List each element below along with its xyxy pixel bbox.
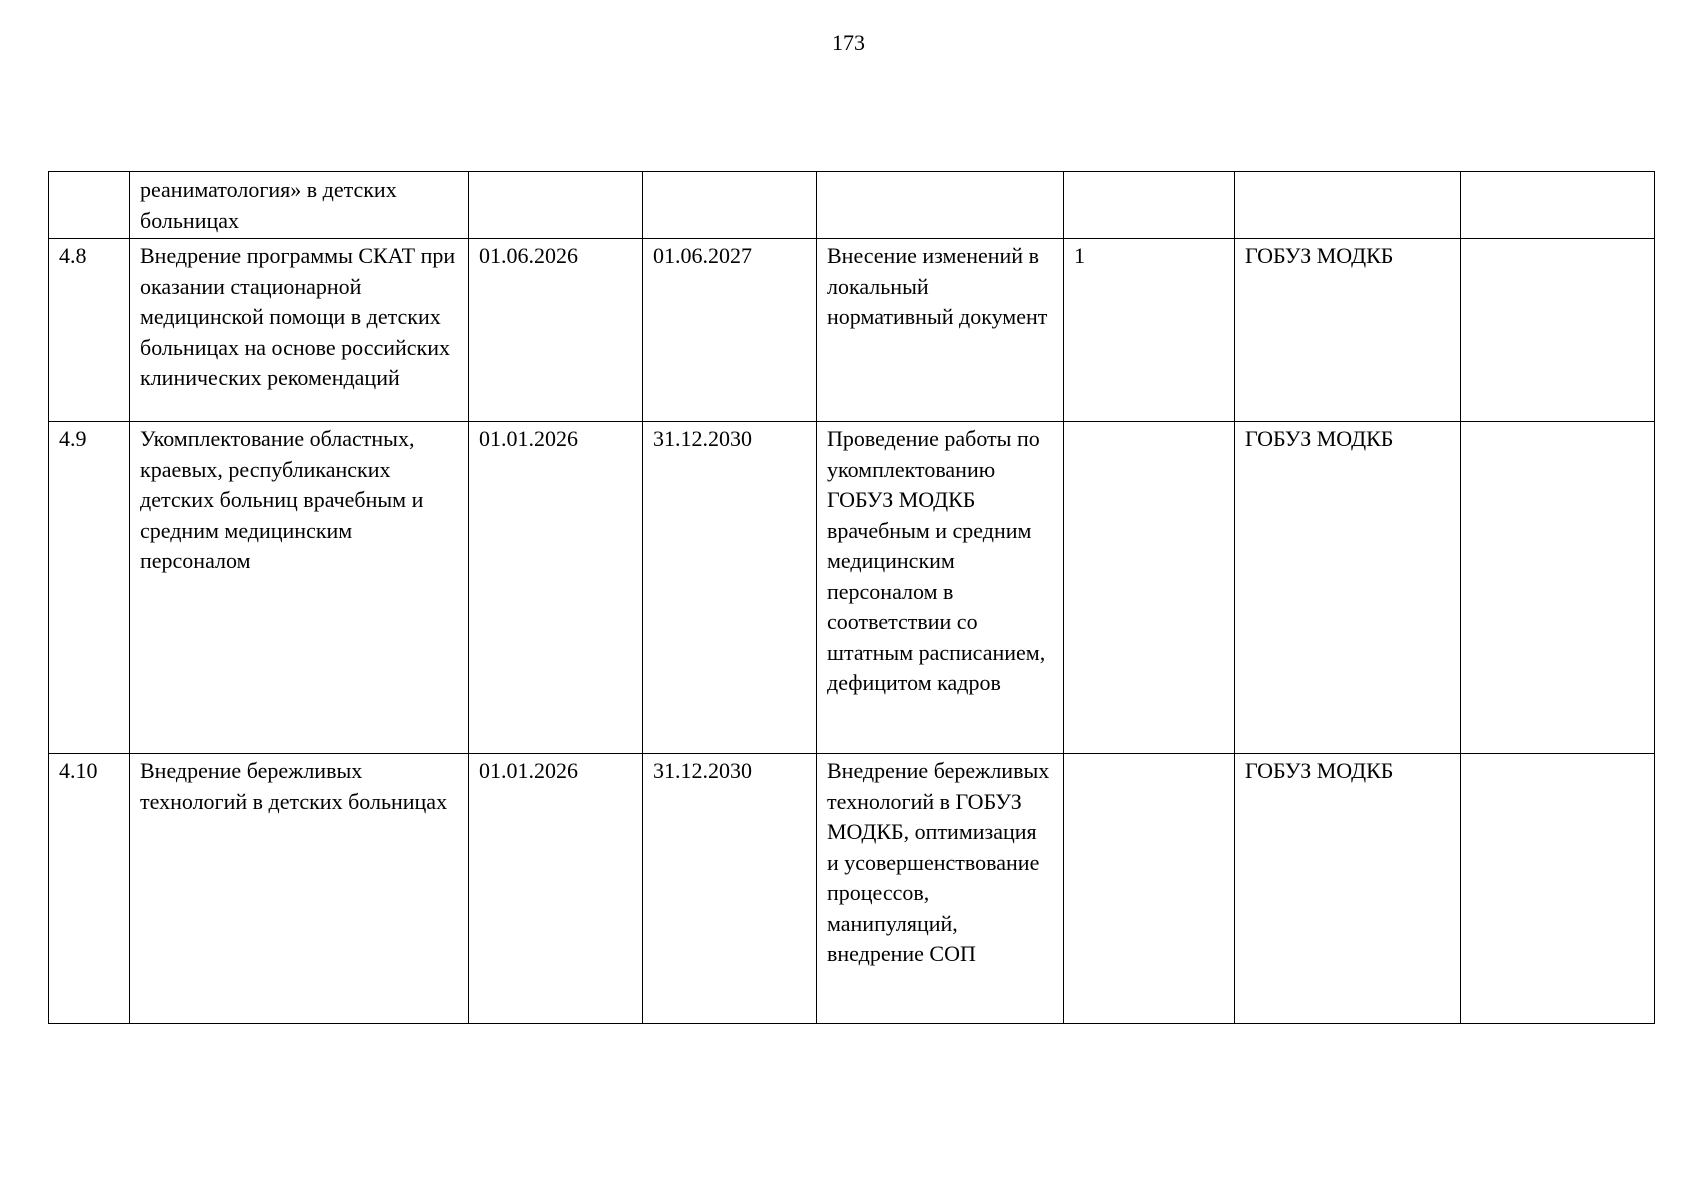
cell-measure: Внедрение программы СКАТ при оказании стационарной медицинской помощи в детских больницах на основе российских клинических рекомендаций: [130, 239, 469, 422]
cell-responsible: ГОБУЗ МОДКБ: [1235, 754, 1461, 1024]
cell-indicator: [1064, 422, 1235, 754]
cell-measure: реаниматология» в детских больницах: [130, 172, 469, 239]
cell-note: [1461, 754, 1655, 1024]
table-row: [49, 422, 1655, 754]
cell-responsible: [1235, 172, 1461, 239]
cell-responsible: ГОБУЗ МОДКБ: [1235, 422, 1461, 754]
cell-start-date: 01.06.2026: [469, 239, 643, 422]
cell-result: [817, 172, 1064, 239]
cell-number: 4.8: [49, 239, 130, 422]
cell-result: Проведение работы по укомплектованию ГОБУЗ МОДКБ врачебным и средним медицинским персоналом в соответствии со штатным расписанием, дефицитом кадров: [817, 422, 1064, 754]
cell-end-date: 31.12.2030: [643, 754, 817, 1024]
cell-note: [1461, 239, 1655, 422]
cell-measure: Укомплектование областных, краевых, республиканских детских больниц врачебным и средним медицинским персоналом: [130, 422, 469, 754]
cell-note: [1461, 172, 1655, 239]
cell-indicator: 1: [1064, 239, 1235, 422]
cell-end-date: 01.06.2027: [643, 239, 817, 422]
page-number: 173: [832, 30, 865, 55]
cell-measure: Внедрение бережливых технологий в детских больницах: [130, 754, 469, 1024]
cell-indicator: [1064, 172, 1235, 239]
cell-end-date: [643, 172, 817, 239]
table-row: [49, 239, 1655, 422]
cell-result: Внедрение бережливых технологий в ГОБУЗ МОДКБ, оптимизация и усовершенствование процессов, манипуляций, внедрение СОП: [817, 754, 1064, 1024]
cell-number: 4.10: [49, 754, 130, 1024]
table-row: [49, 754, 1655, 1024]
cell-number: [49, 172, 130, 239]
cell-number: 4.9: [49, 422, 130, 754]
table-row: [49, 172, 1655, 239]
cell-start-date: 01.01.2026: [469, 422, 643, 754]
measures-table: [48, 171, 1655, 1024]
cell-responsible: ГОБУЗ МОДКБ: [1235, 239, 1461, 422]
cell-start-date: [469, 172, 643, 239]
cell-indicator: [1064, 754, 1235, 1024]
cell-start-date: 01.01.2026: [469, 754, 643, 1024]
cell-note: [1461, 422, 1655, 754]
cell-end-date: 31.12.2030: [643, 422, 817, 754]
cell-result: Внесение изменений в локальный нормативный документ: [817, 239, 1064, 422]
